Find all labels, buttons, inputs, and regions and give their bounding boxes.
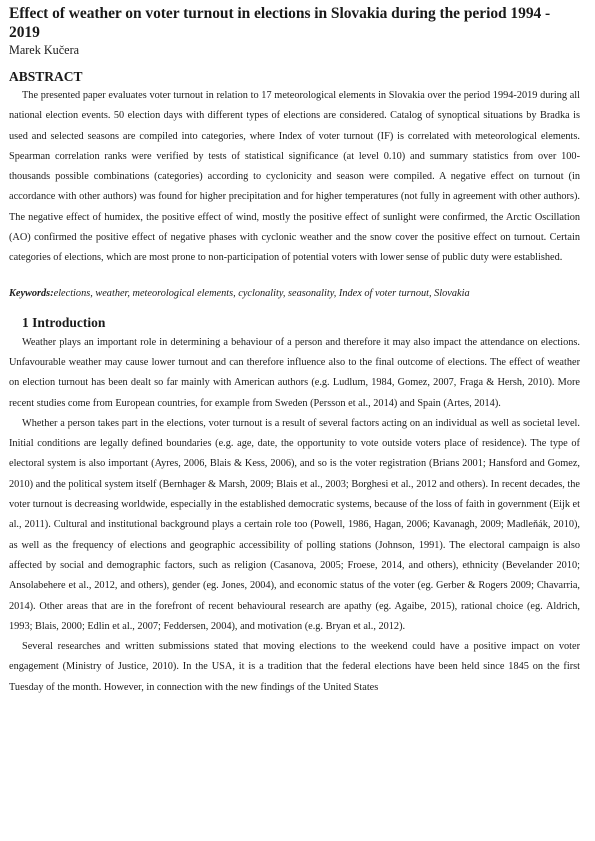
keywords-text: elections, weather, meteorological elements, cyclonality, seasonality, Index of voter turnout, Slovakia xyxy=(53,287,470,299)
keywords-line xyxy=(9,287,580,301)
intro-paragraph-1: Weather plays an important role in determining a behaviour of a person and therefore it may also impact the attendance on elections. Unfavourable weather may cause lower turnout and can therefore influence also to the final outcome of elections. The effect of weather on election turnout has been dealt so far mainly with American authors (e.g. Ludlum, 1984, Gomez, 2007, Fraga & Hersh, 2010). More recent studies come from European countries, for example from Sweden (Persson et al., 2014) and Spain (Artes, 2014). xyxy=(9,336,580,409)
paper-title: Effect of weather on voter turnout in elections in Slovakia during the period 1994 - 2019 xyxy=(9,5,551,41)
introduction-heading: 1 Introduction xyxy=(22,314,106,330)
keywords-label: Keywords: xyxy=(9,287,54,299)
author-name: Marek Kučera xyxy=(9,43,80,57)
intro-paragraph-2: Whether a person takes part in the elections, voter turnout is a result of several factors acting on an individual as well as societal level. Initial conditions are legally defined boundaries (e.g. age, date, the opportunity to vote outside voters place of residence). The type of electoral system is also important (Ayres, 2006, Blais & Kess, 2006), and so is the voter registration (Brians 2001; Hansford and Gomez, 2010) and the political system itself (Bernhager & Marsh, 2009; Blais et al., 2003; Borghesi et al., 2012 and others). In recent decades, the voter turnout is decreasing worldwide, especially in the established democratic systems, because of the loss of faith in government (Eijk et al., 2011). Cultural and institutional background plays a certain role too (Powell, 1986, Hagan, 2006; Kavanagh, 2009; Madleňák, 2010), as well as the frequency of elections and geographic accessibility of polling stations (Johnson, 1991). The electoral campaign is also affected by social and demographic factors, such as religion (Casanova, 2005; Froese, 2014, and others), ethnicity (Bevelander 2010; Ansolabehere et al., 2012, and others), gender (eg. Jones, 2004), and economic status of the voter (eg. Gerber & Rogers 2009; Chavarria, 2014). Other areas that are in the forefront of recent behavioural research are apathy (eg. Agaibe, 2015), rational choice (eg. Aldrich, 1993; Blais, 2000; Edlin et al., 2007; Feddersen, 2004), and motivation (e.g. Bryan et al., 2012). xyxy=(9,417,580,632)
abstract-heading: ABSTRACT xyxy=(9,69,83,84)
abstract-text: The presented paper evaluates voter turnout in relation to 17 meteorological elements in Slovakia over the period 1994-2019 during all national election events. 50 election days with different types of elections are considered. Catalog of synoptical situations by Bradka is used and selected seasons are compiled into categories, where Index of voter turnout (IF) is correlated with meteorological elements. Spearman correlation ranks were verified by tests of statistical significance (at level 0.10) and summary statistics from over 100-thousands possible combinations (categories) according to cyclonicity and season were compiled. A negative effect on turnout (in accordance with other authors) was found for higher precipitation and for higher temperatures (not fully in agreement with other authors). The negative effect of humidex, the positive effect of wind, mostly the positive effect of sunlight were confirmed, the Arctic Oscillation (AO) confirmed the positive effect of negative phases with cyclonic weather and the snow cover the positive effect on turnout. Certain categories of elections, which are most prone to non-participation of potential voters with lower sense of public duty were established. xyxy=(9,90,580,264)
introduction-body xyxy=(9,333,580,698)
paper-page xyxy=(9,0,580,698)
intro-paragraph-3: Several researches and written submissions stated that moving elections to the weekend could have a positive impact on voter engagement (Ministry of Justice, 2010). In the USA, it is a tradition that the federal elections have been held since 1845 on the first Tuesday of the month. However, in connection with the new findings of the United States xyxy=(9,641,580,693)
